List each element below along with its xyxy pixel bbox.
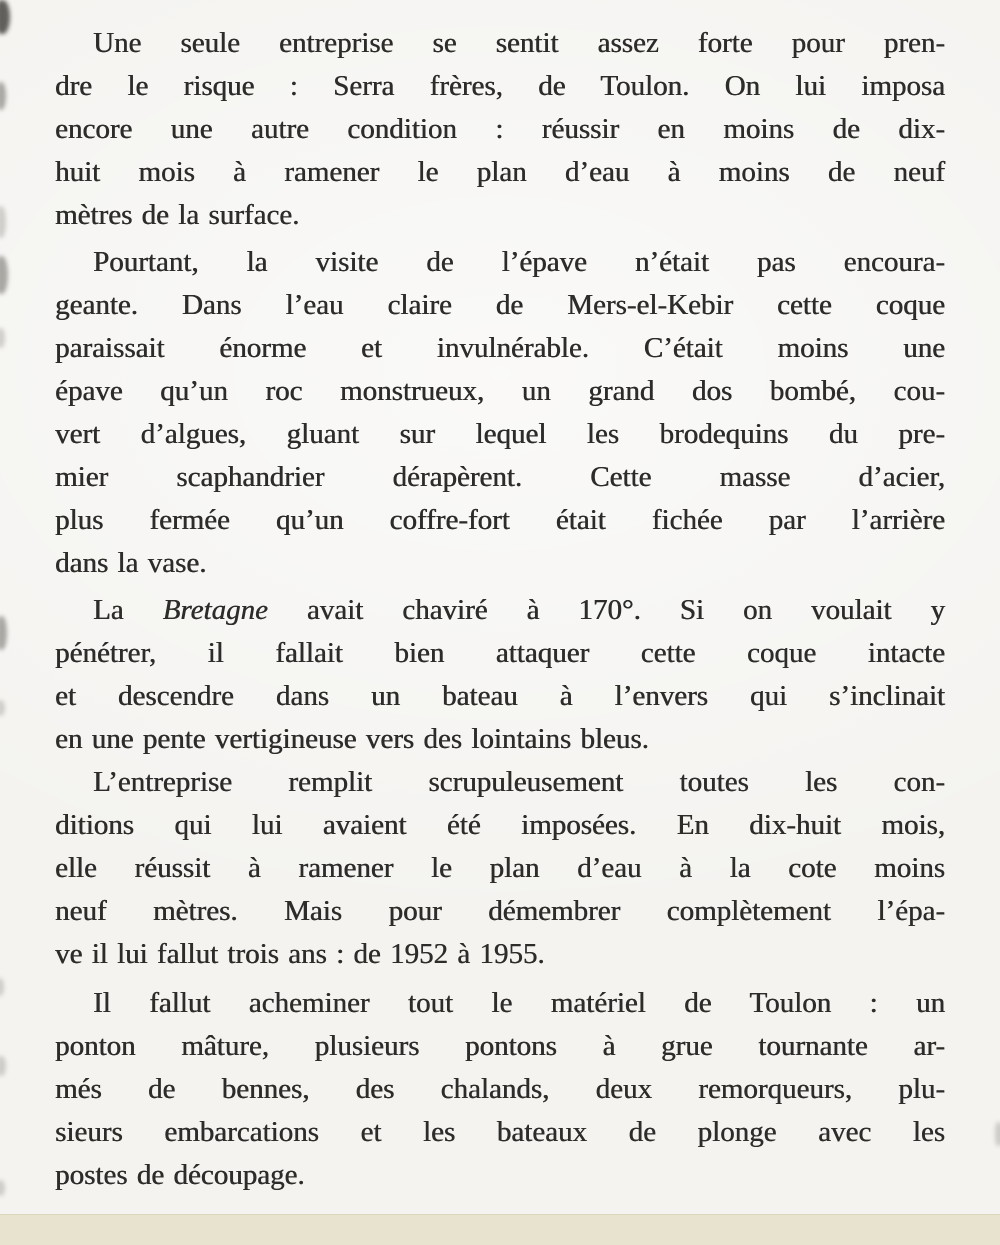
paragraph (55, 22, 945, 237)
scan-artifact (0, 256, 8, 294)
text-line (55, 589, 945, 632)
text-line: ponton mâture, plusieurs pontons à grue tournante ar- (55, 1030, 945, 1062)
text-line: Pourtant, la visite de l’épave n’était pas encoura- (93, 246, 945, 278)
text-line: pénétrer, il fallait bien attaquer cette coque intacte (55, 637, 945, 669)
text-line: sieurs embarcations et les bateaux de plonge avec les (55, 1116, 945, 1148)
text-line: et descendre dans un bateau à l’envers qui s’inclinait (55, 680, 945, 712)
text-line: ve il lui fallut trois ans : de 1952 à 1955. (55, 938, 545, 970)
text-line: dre le risque : Serra frères, de Toulon. On lui imposa (55, 70, 945, 102)
text-line: elle réussit à ramener le plan d’eau à la cote moins (55, 852, 945, 884)
text-line: vert d’algues, gluant sur lequel les brodequins du pre- (55, 418, 945, 450)
scan-artifact (995, 1122, 1000, 1146)
scan-artifact (0, 1180, 5, 1196)
scan-artifact (0, 328, 5, 348)
text-line: plus fermée qu’un coffre-fort était fichée par l’arrière (55, 504, 945, 536)
paragraph (55, 589, 945, 761)
text-line: postes de découpage. (55, 1159, 305, 1191)
text-line: dans la vase. (55, 547, 207, 579)
text-segment: avait chaviré à 170°. Si on voulait y (267, 594, 945, 626)
scan-artifact (0, 700, 5, 716)
text-line: Une seule entreprise se sentit assez forte pour pren- (93, 27, 945, 59)
text-line: mier scaphandrier dérapèrent. Cette masse d’acier, (55, 461, 945, 493)
text-segment: La (93, 594, 163, 626)
text-line: geante. Dans l’eau claire de Mers-el-Kebir cette coque (55, 289, 945, 321)
scan-artifact (0, 82, 6, 110)
text-line: més de bennes, des chalands, deux remorqueurs, plu- (55, 1073, 945, 1105)
text-line: encore une autre condition : réussir en moins de dix- (55, 113, 945, 145)
text-line: paraissait énorme et invulnérable. C’était moins une (55, 332, 945, 364)
text-line: épave qu’un roc monstrueux, un grand dos bombé, cou- (55, 375, 945, 407)
scan-artifact (0, 1056, 6, 1076)
text-line: Il fallut acheminer tout le matériel de Toulon : un (93, 987, 945, 1019)
page-edge-band (0, 1214, 1000, 1245)
text-line: en une pente vertigineuse vers des lointains bleus. (55, 723, 649, 755)
scan-artifact (0, 978, 4, 996)
paragraph (55, 241, 945, 585)
scan-artifact (0, 0, 10, 34)
text-line: neuf mètres. Mais pour démembrer complètement l’épa- (55, 895, 945, 927)
text-line: mètres de la surface. (55, 199, 300, 231)
text-line: huit mois à ramener le plan d’eau à moins de neuf (55, 156, 945, 188)
text-line: ditions qui lui avaient été imposées. En dix-huit mois, (55, 809, 945, 841)
paragraph (55, 982, 945, 1197)
text-line: L’entreprise remplit scrupuleusement toutes les con- (93, 766, 945, 798)
scan-artifact (0, 616, 7, 650)
ship-name: Bretagne (162, 594, 268, 626)
paragraph (55, 761, 945, 976)
body-text (55, 22, 945, 1201)
scan-artifact (0, 206, 6, 238)
